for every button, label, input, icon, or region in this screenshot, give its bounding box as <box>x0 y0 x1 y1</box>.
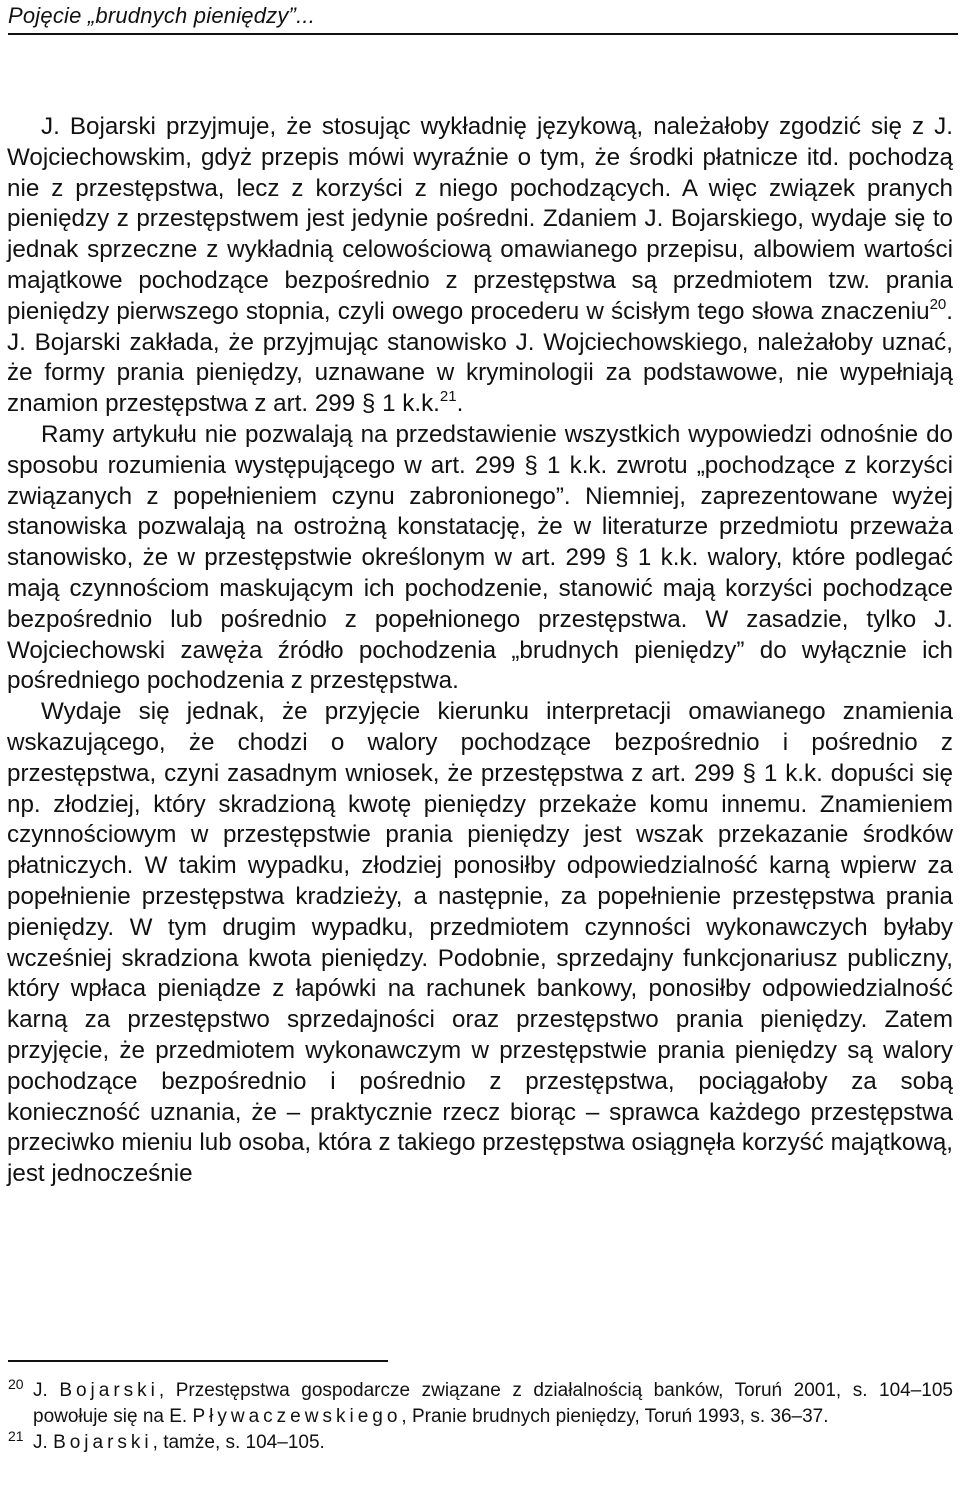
footnote-number: 21 <box>8 1428 24 1444</box>
footnote-text-continued: , Pranie brudnych pieniędzy, Toruń 1993, s. 36–37. <box>401 1406 829 1427</box>
footnote-21 <box>8 1430 953 1456</box>
page-header <box>8 0 958 35</box>
running-head: Pojęcie „brudnych pieniędzy”... <box>8 3 316 28</box>
paragraph-3: Wydaje się jednak, że przyjęcie kierunku interpretacji omawianego znamienia wskazującego, że chodzi o walory pochodzące bezpośrednio i pośrednio z przestępstwa, czyni zasadnym wniosek, że przestępstwa z art. 299 § 1 k.k. dopuści się np. złodziej, który skradzioną kwotę pieniędzy przekaże komu innemu. Znamieniem czynnościowym w przestępstwie prania pieniędzy jest wszak przekazanie środków płatniczych. W takim wypadku, złodziej ponosiłby odpowiedzialność karną wpierw za popełnienie przestępstwa kradzieży, a następnie, za popełnienie przestępstwa prania pieniędzy. W tym drugim wypadku, przedmiotem czynności wykonawczych byłaby wcześniej skradziona kwota pieniędzy. Podobnie, sprzedajny funkcjonariusz publiczny, który wpłaca pieniądze z łapówki na rachunek bankowy, ponosiłby odpowiedzialność karną za przestępstwo sprzedajności oraz przestępstwo prania pieniędzy. Zatem przyjęcie, że przedmiotem wykonawczym w przestępstwie prania pieniędzy są walory pochodzące bezpośrednio i pośrednio z przestępstwa, pociągałoby za sobą konieczność uznania, że – praktycznie rzecz biorąc – sprawca każdego przestępstwa przeciwko mieniu lub osoba, która z takiego przestępstwa osiągnęła korzyść majątkową, jest jednocześnie <box>7 698 953 1188</box>
footnotes <box>8 1378 953 1456</box>
main-text <box>7 112 953 1190</box>
footnote-ref-20[interactable]: 20 <box>929 295 947 313</box>
footnote-ref-21[interactable]: 21 <box>439 388 457 406</box>
footnote-text: , tamże, s. 104–105. <box>152 1432 325 1453</box>
paragraph-1 <box>7 112 953 420</box>
footnote-author-initial: J. <box>33 1432 48 1453</box>
footnote-number: 20 <box>8 1376 24 1392</box>
footnote-author-surname: Bojarski <box>59 1380 159 1401</box>
paragraph-1-text-c: . <box>456 390 464 418</box>
footnote-20 <box>8 1378 953 1430</box>
footnote-separator <box>8 1360 388 1362</box>
paragraph-1-text-b: . J. Bojarski zakłada, że przyjmując stanowisko J. Wojciechowskiego, należałoby uznać, że formy prania pieniędzy, uznawane w kryminologii za podstawowe, nie wypełniają znamion przestępstwa z art. 299 § 1 k.k. <box>7 297 953 418</box>
paragraph-2: Ramy artykułu nie pozwalają na przedstawienie wszystkich wypowiedzi odnośnie do sposobu rozumienia występującego w art. 299 § 1 k.k. zwrotu „pochodzące z korzyści związanych z popełnieniem czynu zabronionego”. Niemniej, zaprezentowane wyżej stanowiska pozwalają na ostrożną konstatację, że w literaturze przedmiotu przeważa stanowisko, że w przestępstwie określonym w art. 299 § 1 k.k. walory, które podlegać mają czynnościom maskującym ich pochodzenie, stanowić mają korzyści pochodzące bezpośrednio lub pośrednio z popełnionego przestępstwa. W zasadzie, tylko J. Wojciechowski zawęża źródło pochodzenia „brudnych pieniędzy” do wyłącznie ich pośredniego pochodzenia z przestępstwa. <box>7 420 953 695</box>
footnote-author-surname: Bojarski <box>53 1432 153 1453</box>
footnote-author2-surname: Pływaczewskiego <box>192 1406 402 1427</box>
footnote-author-initial: J. <box>33 1380 48 1401</box>
footnote-text: , Przestępstwa gospodarcze związane z działalnością banków, Toruń 2001, s. 104–105 powołuje się na E. <box>33 1380 953 1427</box>
paragraph-1-text-a: J. Bojarski przyjmuje, że stosując wykładnię językową, należałoby zgodzić się z J. Wojciechowskim, gdyż przepis mówi wyraźnie o tym, że środki płatnicze itd. pochodzą nie z przestępstwa, lecz z korzyści z niego pochodzących. A więc związek pranych pieniędzy z przestępstwem jest jedynie pośredni. Zdaniem J. Bojarskiego, wydaje się to jednak sprzeczne z wykładnią celowościową omawianego przepisu, albowiem wartości majątkowe pochodzące bezpośrednio z przestępstwa są przedmiotem tzw. prania pieniędzy pierwszego stopnia, czyli owego procederu w ścisłym tego słowa znaczeniu <box>7 113 953 325</box>
